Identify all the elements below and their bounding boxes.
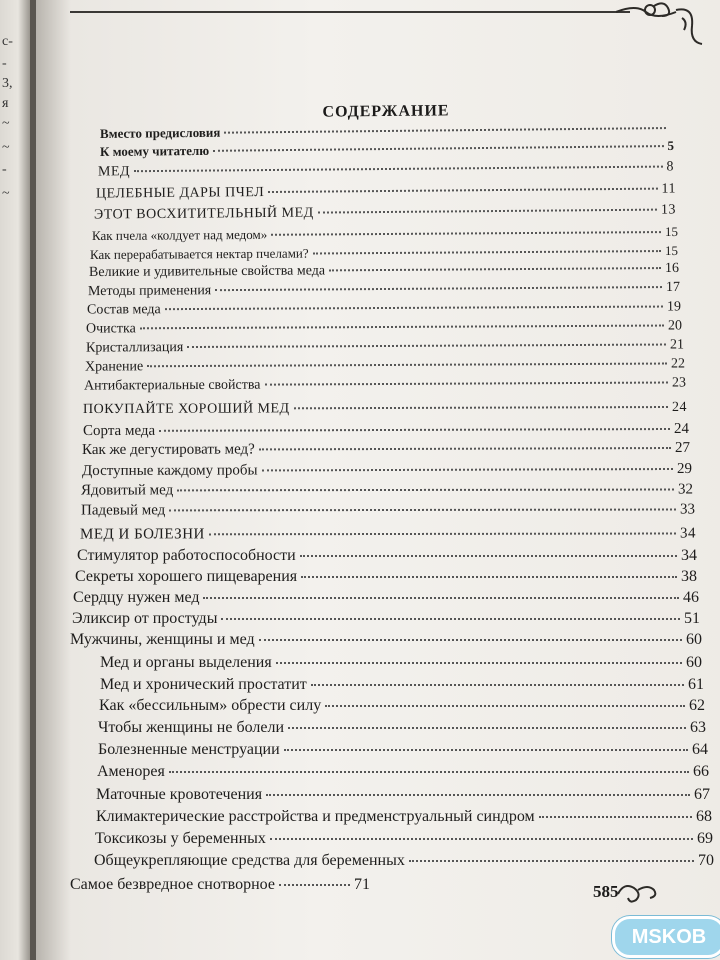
toc-entry: [82, 440, 690, 459]
toc-entry-label: Доступные каждому пробы: [81, 462, 258, 480]
dot-leader: [301, 576, 677, 578]
page-number: 585: [593, 882, 619, 901]
toc-entry: [87, 299, 681, 318]
toc-entry-label: Вместо предисловия: [99, 124, 221, 141]
toc-entry-page: 22: [670, 356, 686, 372]
dot-leader: [259, 447, 671, 450]
dot-leader: [313, 250, 661, 254]
dot-leader: [165, 306, 663, 311]
watermark-logo: MSKOB: [612, 916, 720, 958]
dot-leader: [169, 771, 689, 773]
toc-entry: [86, 318, 682, 337]
dot-leader: [294, 406, 668, 409]
toc-entry: [72, 610, 700, 628]
dot-leader: [409, 860, 694, 862]
dot-leader: [177, 488, 674, 491]
prev-page-fragment: ~: [2, 140, 10, 155]
dot-leader: [259, 639, 682, 641]
toc-entry: [95, 830, 713, 848]
toc-entry-page: 24: [671, 399, 688, 415]
toc-entry-label: Как же дегустировать мед?: [81, 441, 255, 459]
dot-leader: [266, 794, 690, 796]
toc-entry: [98, 159, 674, 180]
toc-entry-label: ПОКУПАЙТЕ ХОРОШИЙ МЕД: [82, 401, 290, 418]
toc-entry-page: 38: [681, 568, 697, 585]
toc-entry-label: Кристаллизация: [85, 340, 184, 356]
toc-entry: [80, 525, 696, 543]
toc-entry-label: ЭТОТ ВОСХИТИТЕЛЬНЫЙ МЕД: [93, 205, 314, 223]
toc-entry-label: Методы применения: [87, 283, 212, 300]
toc-entry-page: 71: [354, 876, 370, 893]
dot-leader: [221, 618, 680, 620]
toc-entry: [96, 181, 676, 202]
toc-entry-page: 68: [696, 808, 712, 825]
dot-leader: [203, 597, 679, 599]
toc-entry-label: Антибактериальные свойства: [83, 377, 261, 394]
toc-entry: [70, 631, 702, 649]
toc-entry: [70, 876, 370, 894]
toc-entry-label: Как пчела «колдует над медом»: [91, 226, 268, 244]
toc-entry-page: 60: [686, 631, 702, 648]
toc-entry-label: Ядовитый мед: [80, 482, 174, 499]
toc-entry: [94, 852, 714, 870]
dot-leader: [213, 145, 663, 152]
toc-entry-page: 20: [667, 318, 683, 334]
toc-entry-label: Самое безвредное снотворное: [70, 876, 275, 893]
toc-entry-page: 15: [664, 223, 679, 240]
previous-page-edge: [0, 0, 30, 960]
toc-entry-page: 64: [692, 741, 708, 758]
toc-entry: [99, 697, 705, 715]
dot-leader: [271, 231, 661, 236]
toc-entry-label: Падевый мед: [80, 502, 166, 519]
toc-entry: [100, 654, 702, 672]
prev-page-fragment: с-: [2, 34, 13, 49]
toc-entry-page: 11: [661, 181, 677, 197]
toc-entry: [84, 375, 686, 394]
toc-entry: [81, 501, 695, 519]
toc-entry-label: Великие и удивительные свойства меда: [88, 263, 326, 281]
toc-entry-label: Мед и органы выделения: [100, 654, 272, 671]
toc-entry-page: 63: [690, 719, 706, 736]
toc-entry-page: 60: [686, 654, 702, 671]
toc-entry-label: Сердцу нужен мед: [73, 589, 200, 606]
toc-entry-page: 51: [684, 610, 700, 627]
toc-entry: [83, 400, 687, 418]
toc-entry-label: Климактерические расстройства и предменструальный синдром: [96, 808, 535, 825]
toc-entry: [81, 481, 693, 499]
dot-leader: [209, 532, 676, 535]
dot-leader: [215, 286, 662, 291]
toc-entry-page: 21: [669, 337, 685, 353]
toc-entry: [94, 202, 676, 223]
dot-leader: [159, 428, 670, 432]
toc-entry-label: К моему читателю: [99, 142, 210, 160]
dot-leader: [279, 884, 350, 886]
toc-entry-page: 16: [664, 260, 680, 277]
dot-leader: [318, 209, 657, 214]
dot-leader: [262, 468, 673, 471]
book-page: [36, 0, 720, 960]
flourish-icon: [614, 876, 664, 906]
dot-leader: [300, 555, 677, 557]
toc-entry-page: 67: [694, 786, 710, 803]
dot-leader: [224, 127, 666, 134]
toc-entry-label: Токсикозы у беременных: [95, 830, 266, 847]
toc-entry-label: Чтобы женщины не болели: [98, 719, 284, 736]
toc-entry-page: 34: [679, 525, 697, 542]
toc-entry: [92, 224, 678, 244]
toc-entry-label: Хранение: [84, 359, 144, 375]
toc-entry-page: 5: [667, 137, 675, 154]
toc-entry: [100, 676, 704, 694]
dot-leader: [329, 267, 661, 271]
toc-entry: [85, 356, 685, 375]
toc-entry-page: 70: [698, 852, 714, 869]
table-of-contents: [36, 0, 720, 960]
toc-entry-page: 23: [671, 375, 687, 391]
toc-entry-label: ЦЕЛЕБНЫЕ ДАРЫ ПЧЕЛ: [95, 185, 265, 202]
toc-entry-page: 13: [660, 202, 677, 218]
prev-page-fragment: -: [2, 162, 7, 177]
toc-entry-page: 24: [673, 420, 690, 437]
toc-entry-page: 32: [677, 481, 694, 498]
dot-leader: [311, 684, 684, 686]
toc-entry: [88, 280, 680, 300]
toc-entry: [98, 719, 706, 737]
toc-entry-label: Эликсир от простуды: [72, 610, 218, 627]
toc-entry-label: Мужчины, женщины и мед: [70, 631, 255, 648]
toc-entry: [86, 337, 684, 356]
toc-entry-page: 33: [679, 501, 696, 518]
toc-entry-page: 66: [693, 763, 709, 780]
toc-entry: [90, 243, 678, 263]
dot-leader: [270, 838, 693, 840]
prev-page-fragment: ~: [2, 186, 10, 201]
toc-entry: [96, 808, 712, 826]
toc-entry-label: Как «бессильным» обрести силу: [99, 697, 322, 714]
toc-entry-label: Маточные кровотечения: [96, 786, 263, 803]
toc-entry-page: 61: [688, 676, 704, 693]
toc-entry: [73, 589, 699, 607]
dot-leader: [169, 508, 676, 511]
toc-entry: [96, 786, 710, 804]
toc-entry-page: 17: [665, 279, 681, 296]
prev-page-fragment: ~: [2, 116, 10, 131]
prev-page-fragment: 3,: [2, 76, 13, 91]
toc-entry-label: Как перерабатывается нектар пчелами?: [89, 245, 309, 263]
toc-entry-page: 46: [683, 589, 699, 606]
toc-entry: [82, 461, 692, 480]
toc-entry: [98, 741, 708, 759]
toc-entry: [97, 763, 709, 781]
dot-leader: [147, 363, 667, 368]
page-title: СОДЕРЖАНИЕ: [322, 102, 450, 121]
toc-entry: [77, 547, 697, 565]
toc-entry-page: 27: [674, 439, 691, 456]
toc-entry-label: Мед и хронический простатит: [100, 676, 307, 693]
toc-entry-label: МЕД: [97, 164, 131, 180]
dot-leader: [539, 816, 692, 818]
toc-entry: [75, 568, 697, 586]
toc-entry-page: 8: [666, 159, 675, 175]
toc-entry: [89, 261, 679, 281]
toc-entry-label: Общеукрепляющие средства для беременных: [94, 852, 405, 869]
toc-entry-label: Состав меда: [86, 302, 161, 318]
dot-leader: [276, 662, 682, 664]
toc-entry-page: 19: [666, 299, 682, 315]
dot-leader: [288, 727, 686, 729]
dot-leader: [284, 749, 688, 751]
dot-leader: [268, 188, 657, 193]
toc-entry-page: 34: [681, 547, 697, 564]
toc-entry-label: Секреты хорошего пищеварения: [75, 568, 298, 585]
toc-entry-page: 15: [664, 242, 679, 259]
prev-page-fragment: я: [2, 96, 9, 111]
toc-entry-label: Аменорея: [97, 763, 165, 780]
toc-entry: [83, 421, 689, 440]
toc-entry-page: 29: [676, 460, 693, 477]
toc-entry-label: МЕД И БОЛЕЗНИ: [79, 526, 205, 543]
dot-leader: [187, 344, 666, 349]
toc-entry-label: Сорта меда: [82, 422, 156, 440]
toc-entry-label: Стимулятор работоспособности: [77, 547, 296, 564]
dot-leader: [325, 705, 685, 707]
dot-leader: [134, 166, 662, 173]
dot-leader: [140, 325, 664, 330]
toc-entry: [100, 138, 674, 160]
toc-entry-label: Очистка: [85, 321, 136, 337]
toc-entry-page: 62: [689, 697, 705, 714]
dot-leader: [265, 382, 668, 386]
toc-entry-label: Болезненные менструации: [98, 741, 280, 758]
toc-entry-page: 69: [697, 830, 713, 847]
prev-page-fragment: -: [2, 56, 7, 71]
